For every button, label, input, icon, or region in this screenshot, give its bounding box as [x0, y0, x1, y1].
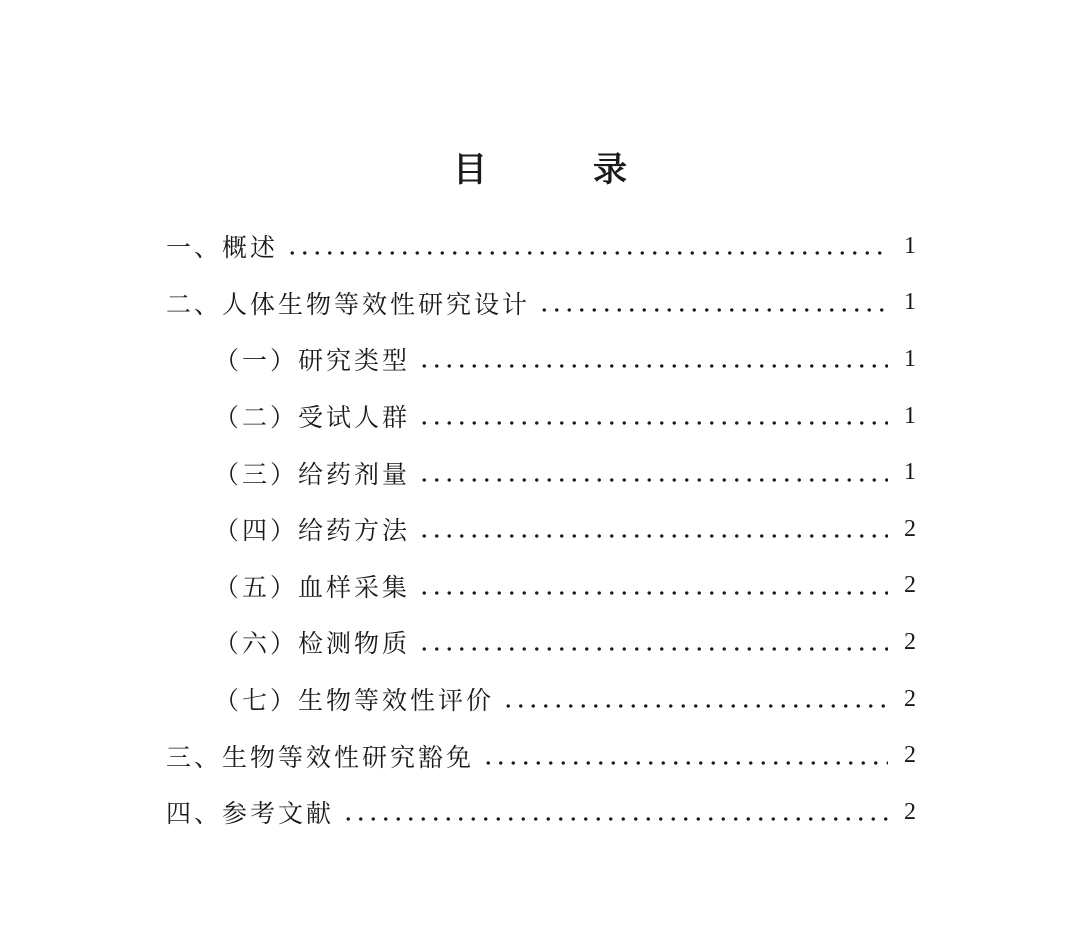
dot-leader: [482, 761, 888, 765]
toc-entry-page-number: 2: [904, 685, 916, 712]
toc-entry-page-number: 1: [904, 402, 916, 429]
toc-entry-administration[interactable]: [166, 501, 916, 558]
dot-leader: [286, 251, 888, 255]
toc-entry-page-number: 1: [904, 459, 916, 486]
toc-entry-page-number: 2: [904, 628, 916, 655]
toc-entry-study-design[interactable]: [166, 275, 916, 332]
toc-entry-label: 四、参考文献: [166, 794, 338, 830]
toc-entry-label: 一、概述: [166, 228, 282, 264]
toc-title: 目 录: [453, 150, 663, 190]
dot-leader: [502, 704, 888, 708]
dot-leader: [418, 364, 888, 368]
toc-entry-label: 三、生物等效性研究豁免: [166, 738, 478, 774]
toc-entry-label: （七）生物等效性评价: [214, 681, 498, 717]
toc-entry-be-evaluation[interactable]: [166, 671, 916, 728]
toc-entry-references[interactable]: [166, 784, 916, 841]
dot-leader: [418, 647, 888, 651]
toc-entry-page-number: 2: [904, 515, 916, 542]
toc-entry-dosage[interactable]: [166, 444, 916, 501]
toc-entry-subjects[interactable]: [166, 388, 916, 445]
toc-entry-analytes[interactable]: [166, 614, 916, 671]
toc-list: [166, 218, 916, 841]
dot-leader: [418, 421, 888, 425]
toc-entry-page-number: 1: [904, 345, 916, 372]
toc-entry-blood-sampling[interactable]: [166, 558, 916, 615]
dot-leader: [538, 308, 888, 312]
toc-entry-biowaiver[interactable]: [166, 727, 916, 784]
dot-leader: [418, 591, 888, 595]
toc-entry-page-number: 2: [904, 742, 916, 769]
toc-entry-page-number: 2: [904, 798, 916, 825]
toc-entry-label: 二、人体生物等效性研究设计: [166, 285, 534, 321]
dot-leader: [342, 817, 888, 821]
toc-entry-overview[interactable]: [166, 218, 916, 275]
toc-entry-page-number: 2: [904, 572, 916, 599]
toc-entry-page-number: 1: [904, 232, 916, 259]
toc-entry-label: （二）受试人群: [214, 398, 414, 434]
toc-entry-label: （四）给药方法: [214, 511, 414, 547]
toc-entry-study-type[interactable]: [166, 331, 916, 388]
toc-entry-page-number: 1: [904, 289, 916, 316]
toc-entry-label: （五）血样采集: [214, 568, 414, 604]
dot-leader: [418, 478, 888, 482]
toc-entry-label: （一）研究类型: [214, 341, 414, 377]
toc-entry-label: （六）检测物质: [214, 624, 414, 660]
dot-leader: [418, 534, 888, 538]
toc-entry-label: （三）给药剂量: [214, 455, 414, 491]
